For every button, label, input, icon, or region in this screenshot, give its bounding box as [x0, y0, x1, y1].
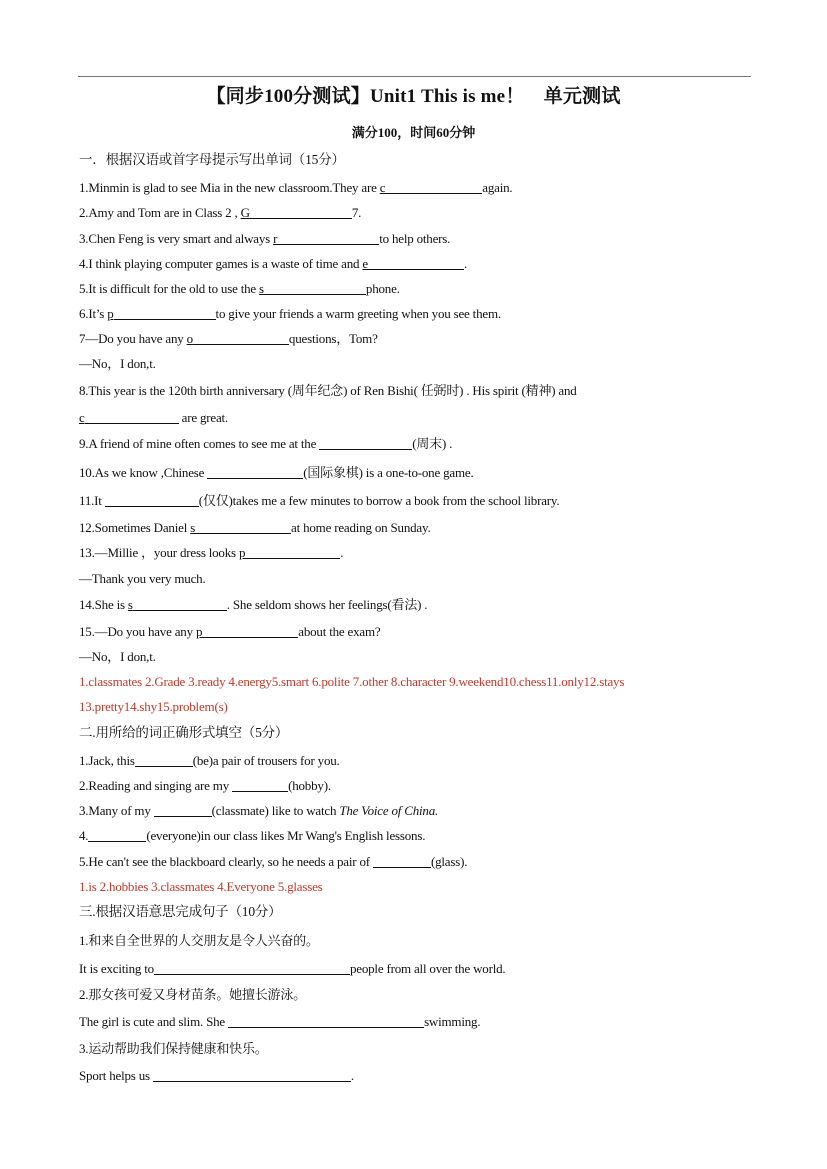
section1-answers-line2: 13.pretty14.shy15.problem(s) [79, 699, 228, 714]
answer-blank[interactable] [368, 257, 464, 270]
answer-blank[interactable] [195, 521, 291, 534]
answer-blank[interactable] [232, 779, 288, 792]
question-13-reply: —Thank you very much. [79, 571, 206, 586]
question-1: 1.Minmin is glad to see Mia in the new classroom.They are c again. [79, 180, 513, 195]
s2-question-3: 3.Many of my (classmate) like to watch The Voice of China. [79, 803, 439, 818]
page-title: 【同步100分测试】Unit1 This is me！ 单元测试 [206, 86, 621, 107]
question-11: 11.It (仅仅)takes me a few minutes to borrow a book from the school library. [79, 493, 560, 508]
answer-blank[interactable] [105, 494, 199, 507]
question-5: 5.It is difficult for the old to use the s phone. [79, 281, 400, 296]
answer-blank[interactable] [202, 625, 298, 638]
answer-blank[interactable] [85, 411, 179, 424]
s2-question-2: 2.Reading and singing are my (hobby). [79, 778, 331, 793]
s3-question-1-en: It is exciting to people from all over the world. [79, 961, 506, 976]
s3-question-1-cn: 1.和来自全世界的人交朋友是令人兴奋的。 [79, 933, 319, 948]
answer-blank[interactable] [245, 546, 340, 559]
question-8: 8.This year is the 120th birth anniversary (周年纪念) of Ren Bishi( 任弼时) . His spirit (精神) and [79, 383, 577, 398]
answer-blank[interactable] [228, 1015, 424, 1028]
question-10: 10.As we know ,Chinese (国际象棋) is a one-to-one game. [79, 465, 474, 480]
answer-blank[interactable] [319, 437, 412, 450]
answer-blank[interactable] [385, 181, 482, 194]
question-7-reply: —No，I don,t. [79, 356, 156, 371]
s3-question-2-cn: 2.那女孩可爱又身材苗条。她擅长游泳。 [79, 987, 306, 1002]
answer-blank[interactable] [264, 282, 366, 295]
question-14: 14.She is s . She seldom shows her feelings(看法) . [79, 597, 428, 612]
section2-answers: 1.is 2.hobbies 3.classmates 4.Everyone 5.glasses [79, 879, 323, 894]
question-4: 4.I think playing computer games is a waste of time and e . [79, 256, 468, 271]
s2-question-4: 4. (everyone)in our class likes Mr Wang's English lessons. [79, 828, 426, 843]
answer-blank[interactable] [193, 332, 289, 345]
answer-blank[interactable] [114, 307, 216, 320]
question-7: 7—Do you have any o questions，Tom? [79, 331, 378, 346]
section3-heading: 三.根据汉语意思完成句子（10分） [79, 904, 282, 919]
answer-blank[interactable] [154, 804, 212, 817]
question-12: 12.Sometimes Daniel s at home reading on Sunday. [79, 520, 431, 535]
question-9: 9.A friend of mine often comes to see me at the (周末) . [79, 436, 453, 451]
question-15-reply: —No，I don,t. [79, 649, 156, 664]
answer-blank[interactable] [153, 1069, 351, 1082]
header-rule [78, 76, 751, 77]
s2-question-5: 5.He can't see the blackboard clearly, so he needs a pair of (glass). [79, 854, 468, 869]
answer-blank[interactable] [373, 855, 431, 868]
question-15: 15.—Do you have any p about the exam? [79, 624, 381, 639]
question-6: 6.It’s p to give your friends a warm greeting when you see them. [79, 306, 501, 321]
answer-blank[interactable] [135, 754, 193, 767]
s3-question-3-en: Sport helps us . [79, 1068, 354, 1083]
answer-blank[interactable] [133, 598, 227, 611]
question-8-cont: c are great. [79, 410, 228, 425]
section1-heading: 一．根据汉语或首字母提示写出单词（15分） [79, 152, 345, 167]
answer-blank[interactable] [207, 466, 303, 479]
page-subtitle: 满分100，时间60分钟 [351, 125, 476, 140]
answer-blank[interactable] [88, 829, 146, 842]
section1-answers-line1: 1.classmates 2.Grade 3.ready 4.energy5.smart 6.polite 7.other 8.character 9.weekend10.chess11.only12.stays [79, 674, 625, 689]
question-3: 3.Chen Feng is very smart and always r to help others. [79, 231, 451, 246]
s3-question-2-en: The girl is cute and slim. She swimming. [79, 1014, 481, 1029]
answer-blank[interactable] [250, 206, 352, 219]
s3-question-3-cn: 3.运动帮助我们保持健康和快乐。 [79, 1041, 268, 1056]
question-2: 2.Amy and Tom are in Class 2 , G 7. [79, 205, 362, 220]
section2-heading: 二.用所给的词正确形式填空（5分） [79, 725, 289, 740]
answer-blank[interactable] [277, 232, 379, 245]
answer-blank[interactable] [154, 962, 350, 975]
s2-question-1: 1.Jack, this (be)a pair of trousers for you. [79, 753, 340, 768]
question-13: 13.—Millie ，your dress looks p . [79, 545, 344, 560]
